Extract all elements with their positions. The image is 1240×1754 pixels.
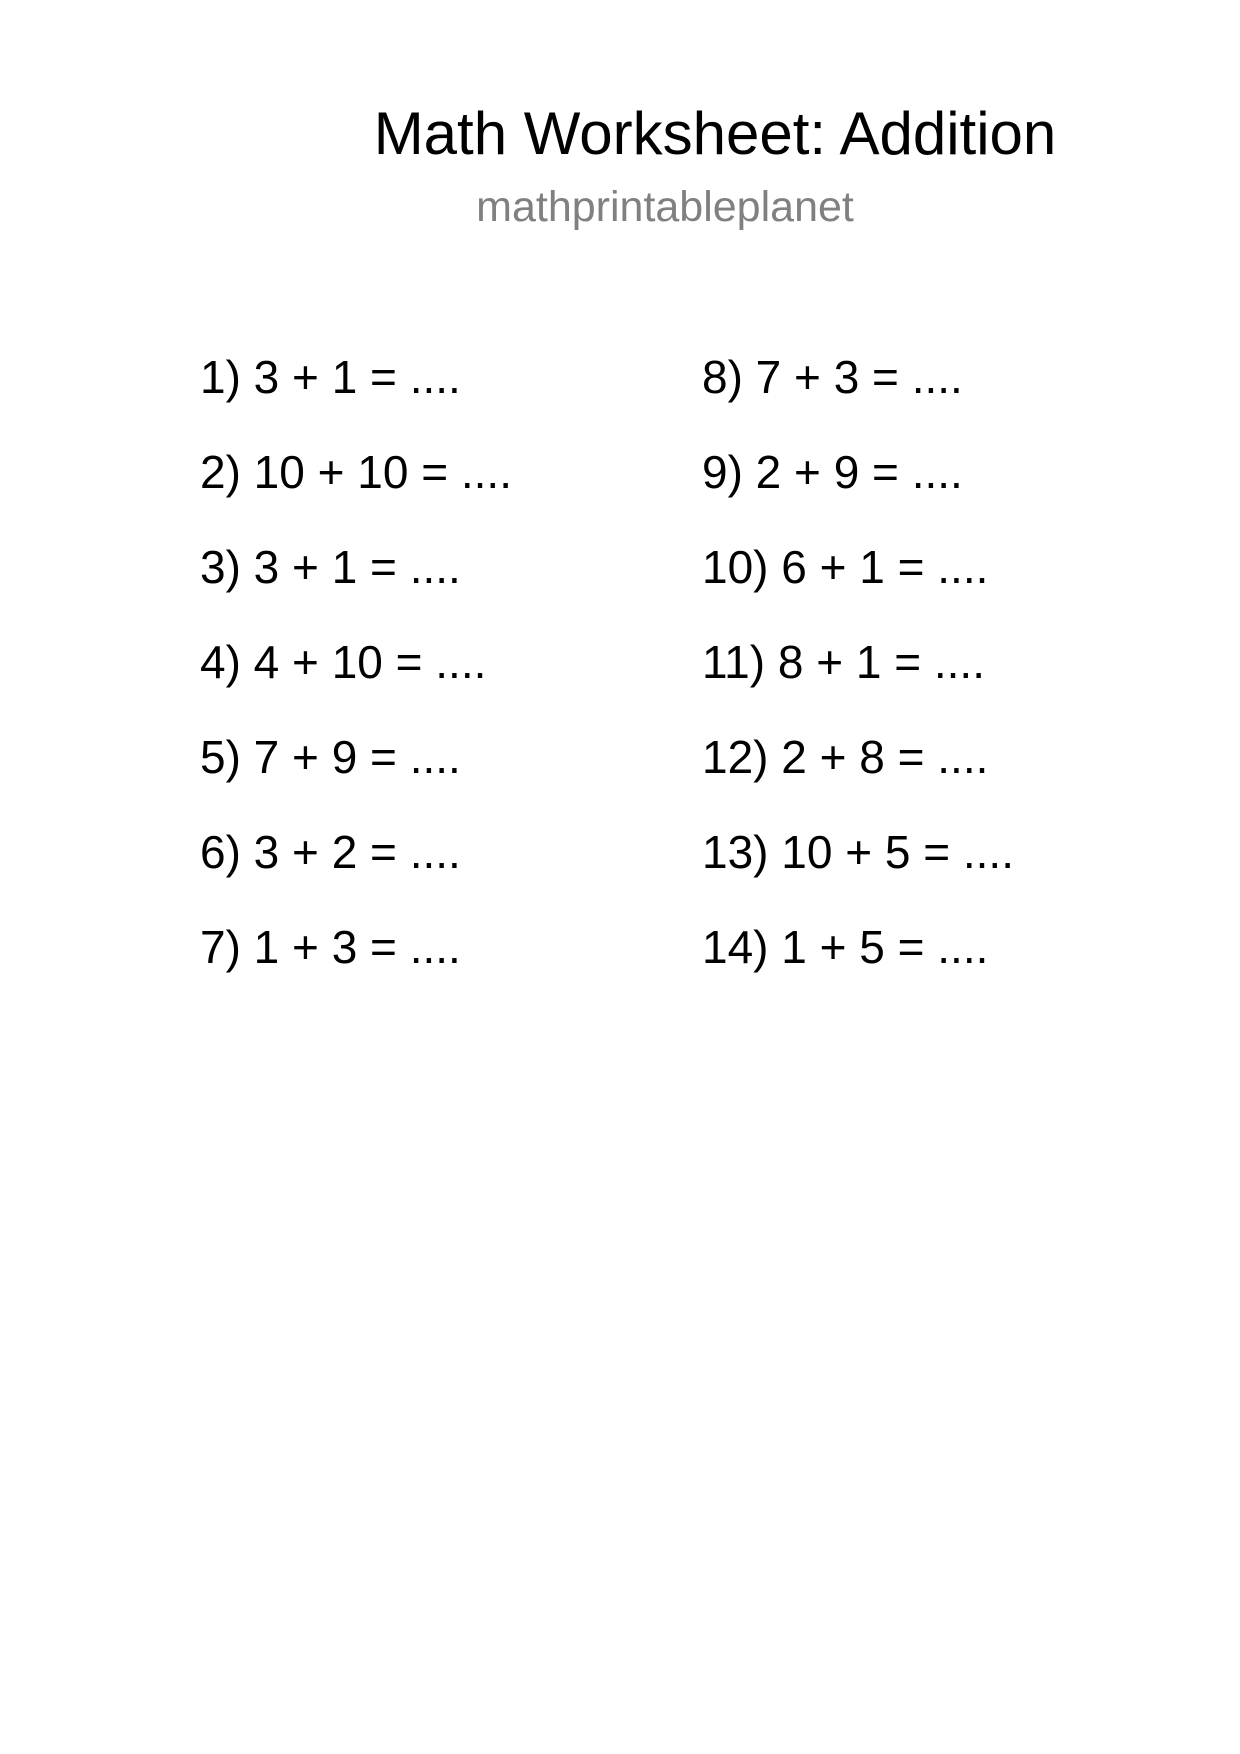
problem-item: 12) 2 + 8 = .... [702, 731, 989, 783]
problem-item: 13) 10 + 5 = .... [702, 826, 1014, 878]
page-subtitle: mathprintableplanet [476, 183, 854, 231]
problems-right-column [702, 349, 1014, 1014]
problem-item: 8) 7 + 3 = .... [702, 351, 963, 403]
problem-item: 3) 3 + 1 = .... [200, 541, 461, 593]
problem-item: 5) 7 + 9 = .... [200, 731, 461, 783]
problem-item: 7) 1 + 3 = .... [200, 921, 461, 973]
problem-item: 11) 8 + 1 = .... [702, 636, 985, 688]
problem-item: 2) 10 + 10 = .... [200, 446, 512, 498]
problem-item: 6) 3 + 2 = .... [200, 826, 461, 878]
problems-left-column [200, 349, 512, 1014]
page-title: Math Worksheet: Addition [373, 100, 1057, 167]
problem-item: 1) 3 + 1 = .... [200, 351, 461, 403]
problem-item: 10) 6 + 1 = .... [702, 541, 989, 593]
problem-item: 14) 1 + 5 = .... [702, 921, 989, 973]
problem-item: 4) 4 + 10 = .... [200, 636, 487, 688]
problem-item: 9) 2 + 9 = .... [702, 446, 963, 498]
